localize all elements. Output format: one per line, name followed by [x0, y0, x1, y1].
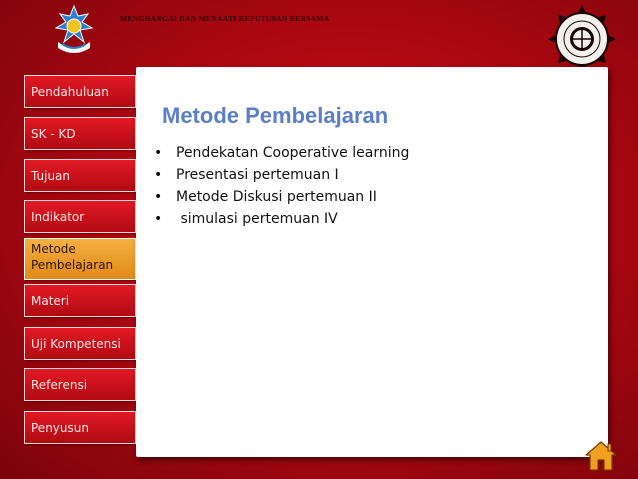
nav-item-penyusun[interactable]	[24, 411, 136, 444]
home-icon	[584, 439, 618, 473]
list-item-text: simulasi pertemuan IV	[176, 211, 338, 227]
tut-wuri-logo-icon	[42, 2, 106, 60]
nav-item-label: Metode Pembelajaran	[31, 242, 114, 272]
nav-item-metode-pembelajaran[interactable]	[24, 238, 136, 280]
home-button[interactable]	[582, 437, 620, 475]
nav-item-indikator[interactable]	[24, 200, 136, 233]
bullet-dot: •	[154, 145, 163, 161]
header-band	[0, 0, 638, 62]
university-seal-icon	[536, 4, 628, 74]
nav-item-tujuan[interactable]	[24, 159, 136, 192]
nav-item-label: Referensi	[31, 377, 88, 392]
nav-item-label: Materi	[31, 293, 70, 308]
list-item-text: Pendekatan Cooperative learning	[176, 145, 410, 161]
nav-item-uji-kompetensi[interactable]	[24, 327, 136, 360]
content-panel	[136, 67, 608, 457]
nav-item-label: Tujuan	[31, 168, 71, 183]
nav-item-label: SK - KD	[31, 126, 76, 141]
list-item-text: Metode Diskusi pertemuan II	[176, 189, 377, 205]
nav-item-materi[interactable]	[24, 284, 136, 317]
nav-item-label: Uji Kompetensi	[31, 336, 121, 351]
list-item	[154, 142, 409, 164]
list-item	[154, 208, 409, 230]
bullet-dot: •	[154, 211, 163, 227]
list-item	[154, 164, 409, 186]
header-motto: MENGHARGAI DAN MENAATI KEPUTUSAN BERSAMA	[120, 14, 330, 23]
bullet-dot: •	[154, 167, 163, 183]
nav-item-label: Penyusun	[31, 420, 89, 435]
bullet-dot: •	[154, 189, 163, 205]
page-title: Metode Pembelajaran	[162, 103, 389, 128]
list-item	[154, 186, 409, 208]
nav-item-sk-kd[interactable]	[24, 117, 136, 150]
list-item-text: Presentasi pertemuan I	[176, 167, 339, 183]
bullet-list	[154, 142, 409, 230]
nav-item-pendahuluan[interactable]	[24, 75, 136, 108]
nav-item-label: Indikator	[31, 209, 85, 224]
nav-item-referensi[interactable]	[24, 368, 136, 401]
nav-item-label: Pendahuluan	[31, 84, 109, 99]
